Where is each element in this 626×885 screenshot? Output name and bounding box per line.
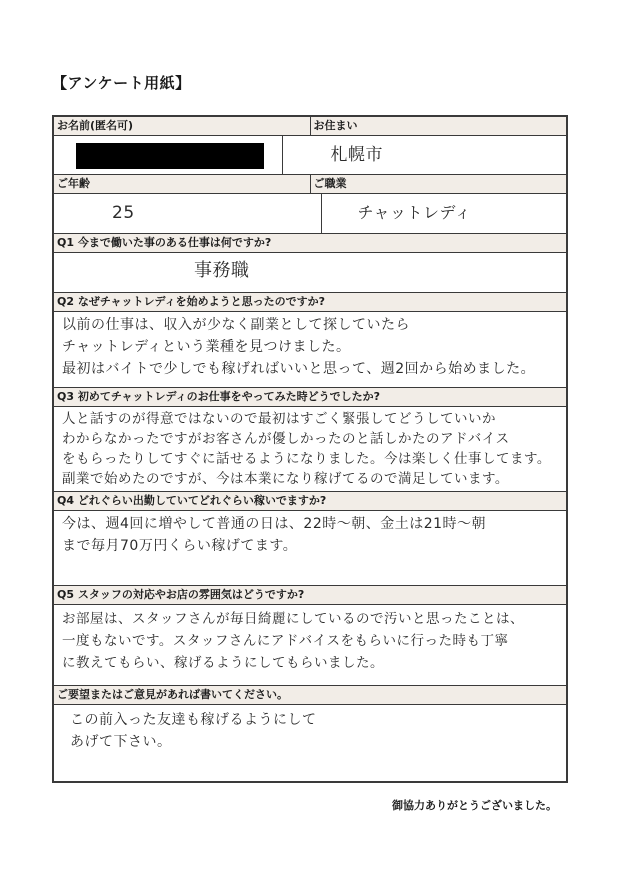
q1-label: Q1 今まで働いた事のある仕事は何ですか? [54,234,566,252]
profile-header-row-2 [54,175,566,194]
age-label: ご年齢 [54,175,310,193]
q5-answer [54,605,566,685]
requests-answer-row [54,705,566,781]
q2-label: Q2 なぜチャットレディを始めようと思ったのですか? [54,293,566,311]
q4-header-row [54,492,566,511]
requests-answer [54,705,566,781]
q4-answer-line: まで毎月70万円くらい稼げてます。 [62,538,298,554]
q5-answer-line: お部屋は、スタッフさんが毎日綺麗にしているので汚いと思ったことは、 [62,611,524,627]
q3-answer-line: 人と話すのが得意ではないので最初はすごく緊張してどうしていいか [62,411,496,427]
requests-label: ご要望またはご意見があれば書いてください。 [54,686,566,704]
q5-answer-row [54,605,566,686]
requests-answer-line: この前入った友達も稼げるようにして [70,712,317,728]
q2-header-row [54,293,566,312]
name-label: お名前(匿名可) [54,117,310,135]
questionnaire-form [52,115,568,783]
q1-answer-row [54,253,566,293]
q4-answer [54,511,566,585]
q4-answer-line: 今は、週4回に増やして普通の日は、22時〜朝、金土は21時〜朝 [62,516,487,532]
residence-label: お住まい [310,117,567,135]
q3-header-row [54,388,566,407]
q5-label: Q5 スタッフの対応やお店の雰囲気はどうですか? [54,586,566,604]
q3-answer-line: 副業で始めたのですが、今は本業になり稼げてるので満足しています。 [62,471,509,487]
profile-header-row-1 [54,117,566,136]
q2-answer-line: 以前の仕事は、収入が少なく副業として探していたら [62,317,410,333]
requests-header-row [54,686,566,705]
residence-value: 札幌市 [282,136,567,174]
occupation-label: ご職業 [310,175,567,193]
profile-value-row-1 [54,136,566,175]
requests-answer-line: あげて下さい。 [70,734,172,750]
q3-answer-line: わからなかったですがお客さんが優しかったのと話しかたのアドバイス [62,431,510,447]
q4-label: Q4 どれぐらい出勤していてどれぐらい稼いでますか? [54,492,566,510]
name-redaction-bar [76,143,264,169]
age-value: 25 [112,203,135,223]
q1-answer-line: 事務職 [194,260,250,281]
q5-answer-line: に教えてもらい、稼げるようにしてもらいました。 [62,655,384,671]
q2-answer-line: チャットレディという業種を見つけました。 [62,339,351,355]
q5-header-row [54,586,566,605]
thank-you-footer: 御協力ありがとうございました。 [392,799,557,812]
q1-header-row [54,234,566,253]
q2-answer-row [54,312,566,388]
q1-answer [54,253,566,292]
q2-answer-line: 最初はバイトで少しでも稼げればいいと思って、週2回から始めました。 [62,361,536,377]
q4-answer-row [54,511,566,586]
q5-answer-line: 一度もないです。スタッフさんにアドバイスをもらいに行った時も丁寧 [62,633,509,649]
q3-answer-row [54,407,566,492]
q3-answer [54,407,566,491]
document-title: 【アンケート用紙】 [52,74,191,92]
occupation-value: チャットレディ [321,194,567,233]
q2-answer [54,312,566,387]
q3-answer-line: をもらったりしてすぐに話せるようになりました。今は楽しく仕事してます。 [62,451,551,467]
profile-value-row-2 [54,194,566,234]
name-value-cell [54,136,282,174]
q3-label: Q3 初めてチャットレディのお仕事をやってみた時どうでしたか? [54,388,566,406]
